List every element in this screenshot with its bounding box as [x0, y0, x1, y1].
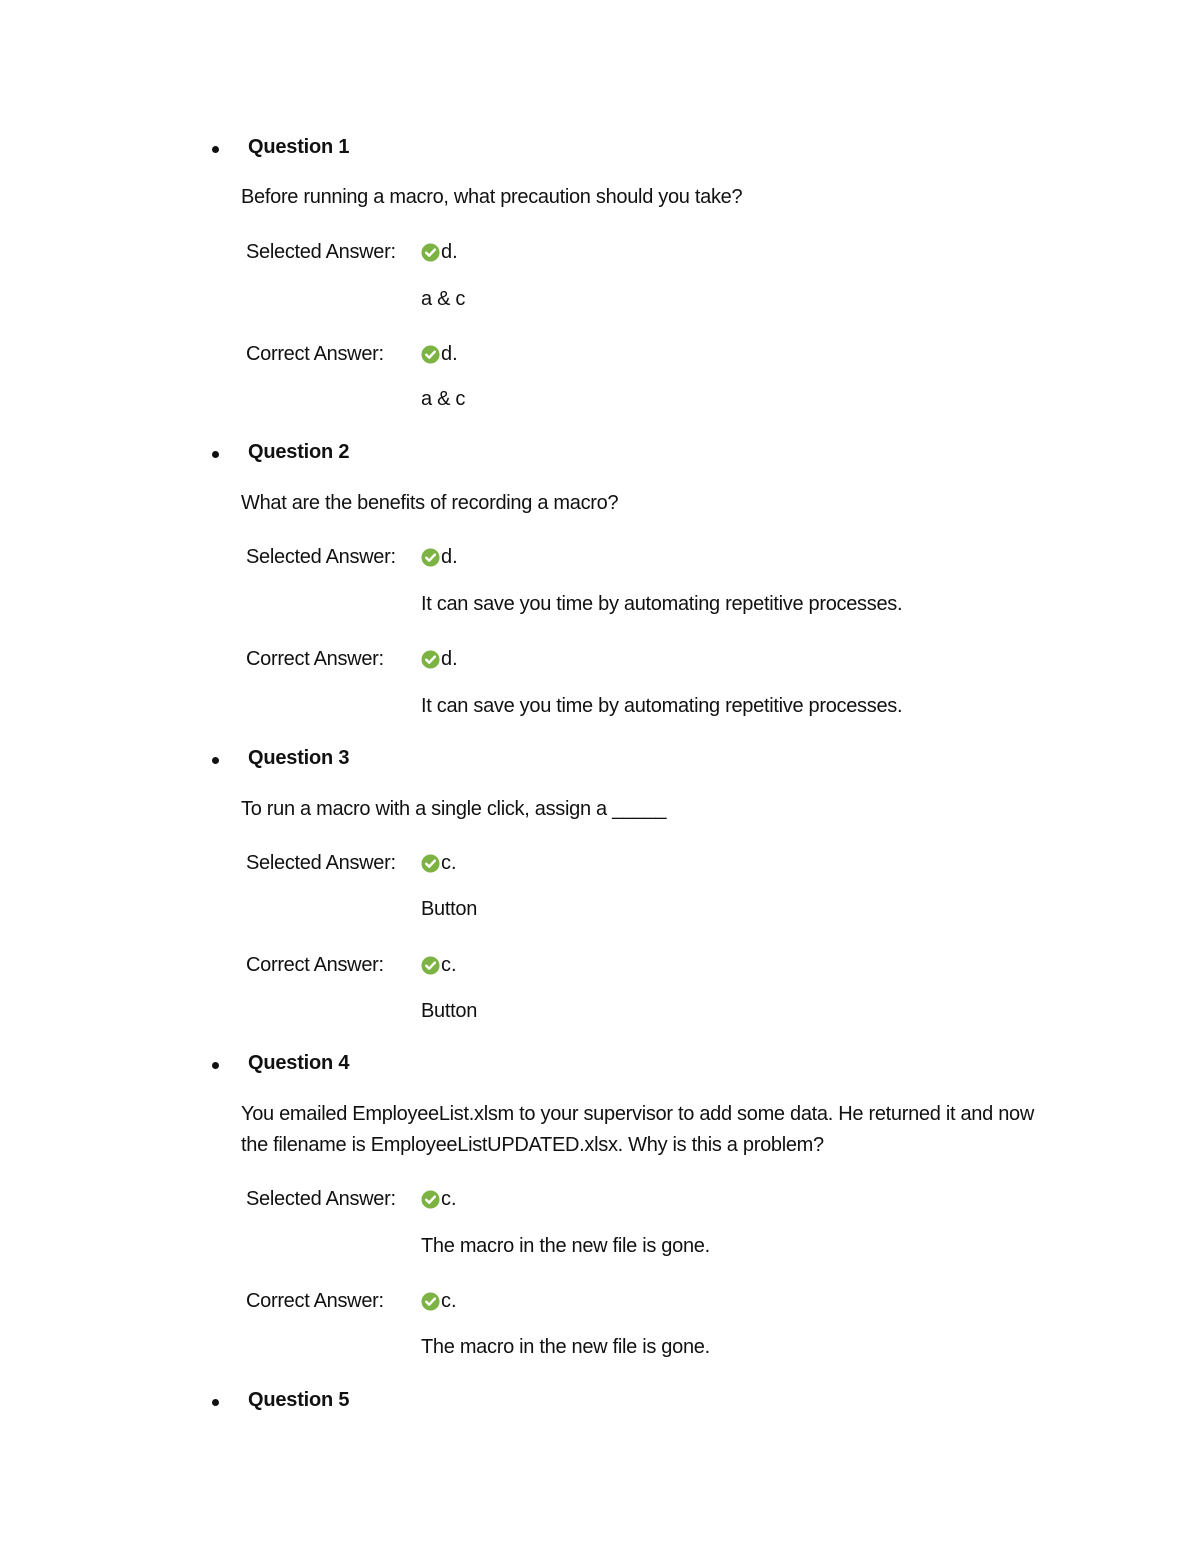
check-circle-icon — [421, 650, 440, 669]
correct-answer-letter: d. — [441, 343, 458, 365]
bullet-icon — [212, 451, 219, 458]
question-header — [212, 1385, 349, 1415]
selected-answer-value: It can save you time by automating repetitive processes. — [421, 593, 903, 615]
selected-answer-label: Selected Answer: — [246, 241, 396, 263]
question-title: Question 1 — [248, 135, 350, 158]
question-text: What are the benefits of recording a macro? — [241, 492, 619, 514]
correct-answer-label: Correct Answer: — [246, 954, 384, 976]
correct-answer-letter: c. — [441, 1290, 457, 1312]
question-text: You emailed EmployeeList.xlsm to your supervisor to add some data. He returned it and now the filename is EmployeeListUPDATED.xlsx. Why is this a problem? — [241, 1103, 1034, 1156]
selected-answer-label: Selected Answer: — [246, 546, 396, 568]
correct-answer-label: Correct Answer: — [246, 343, 384, 365]
selected-answer-value: The macro in the new file is gone. — [421, 1235, 710, 1257]
question-header — [212, 1048, 349, 1078]
question-header — [212, 132, 349, 162]
selected-answer-letter: c. — [441, 1188, 457, 1210]
selected-answer-value: Button — [421, 898, 478, 920]
check-circle-icon — [421, 345, 440, 364]
selected-answer-letter-row — [421, 849, 457, 877]
correct-answer-letter: c. — [441, 954, 457, 976]
correct-answer-letter: d. — [441, 648, 458, 670]
correct-answer-value: Button — [421, 1000, 478, 1022]
question-header — [212, 743, 349, 773]
question-text: Before running a macro, what precaution should you take? — [241, 186, 743, 208]
selected-answer-letter-row — [421, 1185, 457, 1213]
selected-answer-letter-row — [421, 238, 458, 266]
bullet-icon — [212, 757, 219, 764]
question-title: Question 4 — [248, 1051, 350, 1074]
selected-answer-letter: d. — [441, 546, 458, 568]
question-title: Question 2 — [248, 440, 350, 463]
check-circle-icon — [421, 854, 440, 873]
correct-answer-letter-row — [421, 951, 457, 979]
bullet-icon — [212, 1062, 219, 1069]
check-circle-icon — [421, 243, 440, 262]
selected-answer-value: a & c — [421, 288, 466, 310]
selected-answer-label: Selected Answer: — [246, 852, 396, 874]
selected-answer-letter: d. — [441, 241, 458, 263]
correct-answer-label: Correct Answer: — [246, 648, 384, 670]
correct-answer-letter-row — [421, 340, 458, 368]
correct-answer-value: It can save you time by automating repetitive processes. — [421, 695, 903, 717]
correct-answer-value: The macro in the new file is gone. — [421, 1336, 710, 1358]
selected-answer-label: Selected Answer: — [246, 1188, 396, 1210]
check-circle-icon — [421, 1190, 440, 1209]
check-circle-icon — [421, 1292, 440, 1311]
question-text: To run a macro with a single click, assign a _____ — [241, 798, 667, 820]
check-circle-icon — [421, 548, 440, 567]
bullet-icon — [212, 1399, 219, 1406]
question-title: Question 5 — [248, 1388, 350, 1411]
selected-answer-letter-row — [421, 543, 458, 571]
question-title: Question 3 — [248, 746, 350, 769]
bullet-icon — [212, 146, 219, 153]
correct-answer-value: a & c — [421, 388, 466, 410]
check-circle-icon — [421, 956, 440, 975]
selected-answer-letter: c. — [441, 852, 457, 874]
question-header — [212, 437, 349, 467]
correct-answer-letter-row — [421, 645, 458, 673]
correct-answer-letter-row — [421, 1287, 457, 1315]
correct-answer-label: Correct Answer: — [246, 1290, 384, 1312]
